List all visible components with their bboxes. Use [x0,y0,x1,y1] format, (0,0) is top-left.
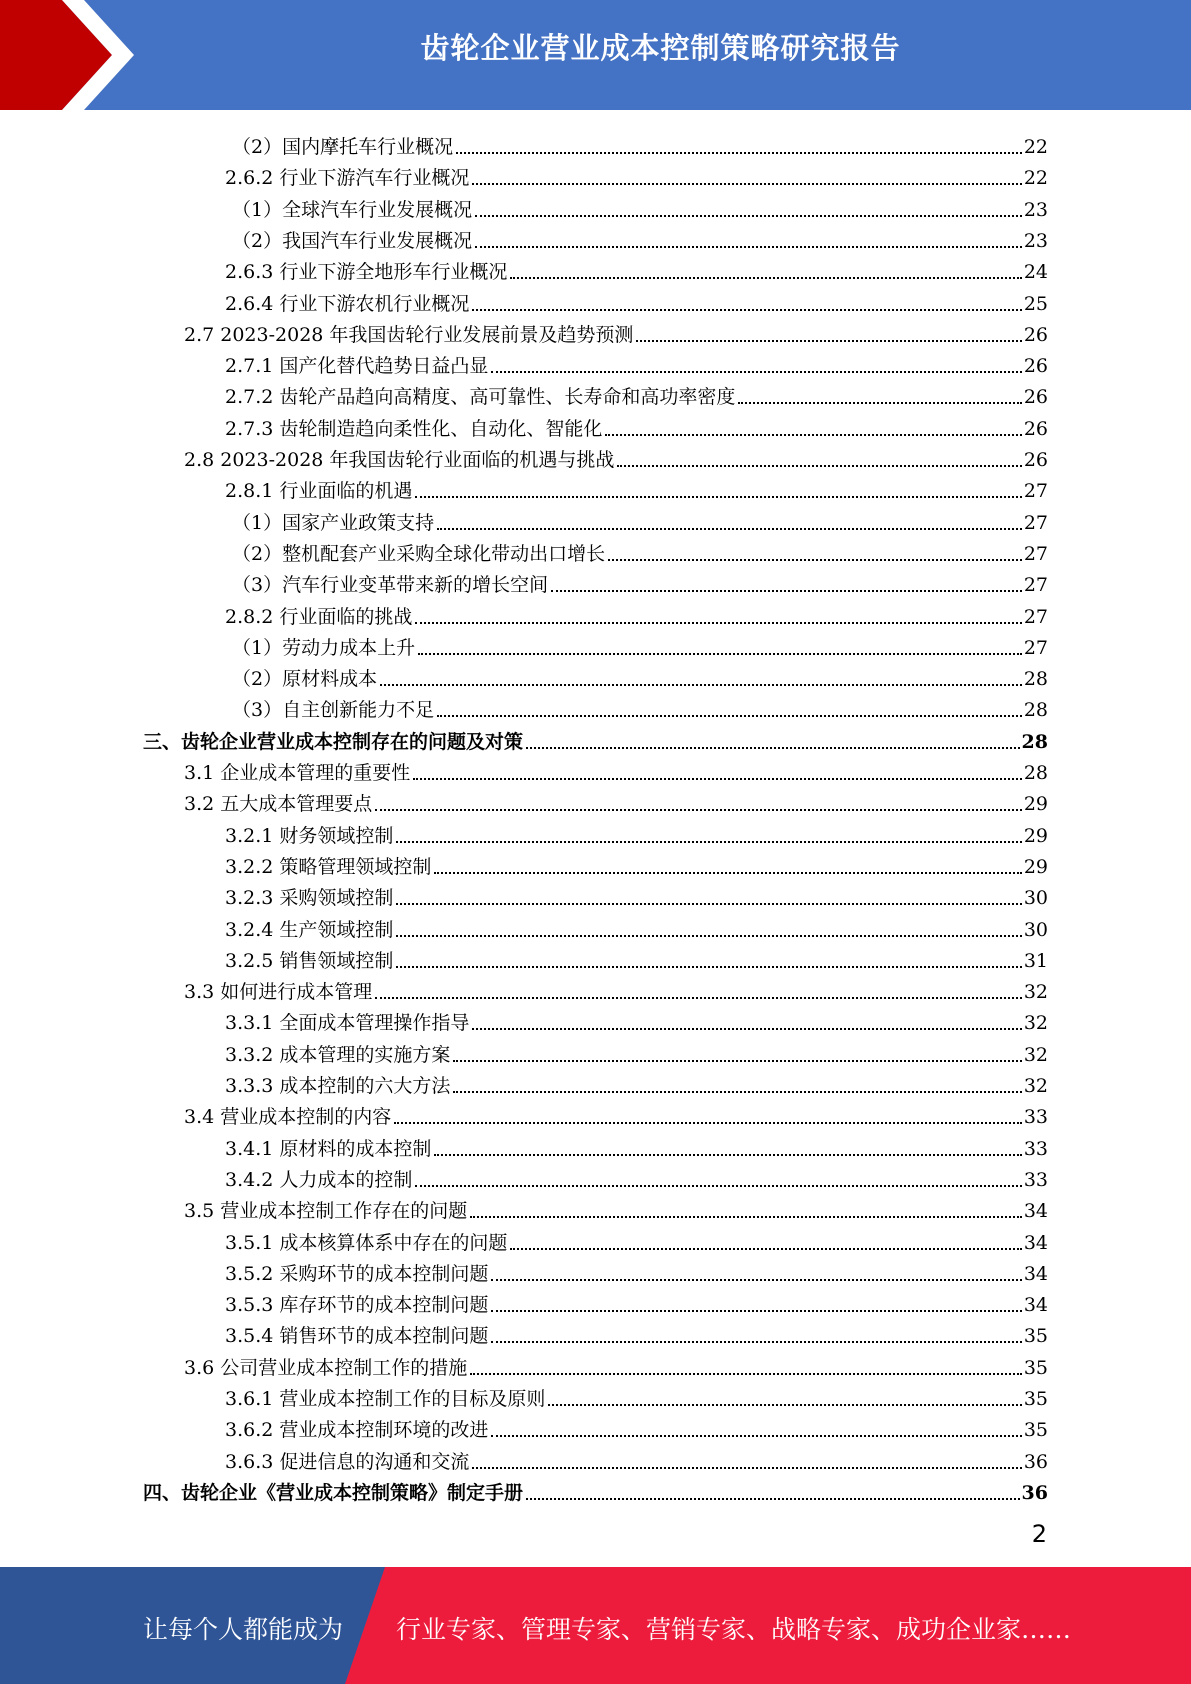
toc-entry[interactable] [225,1004,1048,1035]
toc-entry-title: 3.6 公司营业成本控制工作的措施 [184,1356,468,1379]
toc-dot-leader [738,402,1021,404]
toc-entry-title: 2.6.3 行业下游全地形车行业概况 [225,261,508,284]
toc-entry-page: 33 [1023,1168,1048,1191]
toc-dot-leader [472,1028,1021,1030]
toc-dot-leader [470,1216,1022,1218]
toc-dot-leader [396,903,1021,905]
toc-dot-leader [453,1060,1021,1062]
toc-dot-leader [472,309,1021,311]
toc-entry-title: （1）劳动力成本上升 [232,636,416,659]
toc-dot-leader [437,528,1022,530]
toc-entry[interactable] [232,629,1048,660]
toc-dot-leader [472,183,1021,185]
toc-entry-title: 2.6.4 行业下游农机行业概况 [225,292,470,315]
toc-entry-page: 32 [1023,1043,1048,1066]
toc-entry-title: 四、齿轮企业《营业成本控制策略》制定手册 [143,1481,524,1504]
toc-entry-page: 28 [1023,762,1048,784]
toc-dot-leader [453,1091,1021,1093]
toc-entry-title: 2.7 2023-2028 年我国齿轮行业发展前景及趋势预测 [184,323,634,346]
toc-entry-page: 32 [1023,981,1048,1004]
toc-dot-leader [380,684,1022,686]
toc-entry-page: 27 [1023,636,1048,659]
toc-entry-title: 3.2.2 策略管理领域控制 [225,855,432,878]
toc-entry[interactable] [225,472,1048,503]
toc-entry[interactable] [225,1036,1048,1067]
toc-dot-leader [475,215,1022,217]
toc-entry-page: 32 [1023,1012,1048,1035]
toc-entry-page: 22 [1023,136,1048,158]
toc-entry-page: 33 [1023,1106,1048,1129]
toc-entry-title: 2.8 2023-2028 年我国齿轮行业面临的机遇与挑战 [184,449,615,471]
toc-entry[interactable] [143,723,1048,754]
toc-entry-page: 22 [1023,167,1048,190]
toc-entry-title: 3.5.3 库存环节的成本控制问题 [225,1294,489,1317]
toc-entry-page: 35 [1023,1356,1048,1379]
toc-dot-leader [472,1467,1021,1469]
toc-entry-title: 3.3.3 成本控制的六大方法 [225,1075,451,1097]
toc-entry[interactable] [225,378,1048,409]
toc-entry-page: 27 [1023,480,1048,503]
toc-entry[interactable] [232,222,1048,253]
page-footer [0,1567,1191,1684]
toc-entry-page: 29 [1023,855,1048,878]
toc-entry-title: 3.1 企业成本管理的重要性 [184,762,411,784]
toc-entry-page: 35 [1023,1325,1048,1348]
toc-entry-title: 三、齿轮企业营业成本控制存在的问题及对策 [143,730,524,753]
toc-dot-leader [636,340,1021,342]
toc-entry[interactable] [225,1443,1048,1474]
toc-dot-leader [491,1310,1021,1312]
toc-entry-title: 3.5.2 采购环节的成本控制问题 [225,1262,489,1285]
toc-entry[interactable] [225,159,1048,190]
footer-slogan-right: 行业专家、管理专家、营销专家、战略专家、成功企业家…… [396,1615,1072,1644]
toc-entry-page: 36 [1023,1450,1048,1473]
toc-entry[interactable] [184,441,1048,472]
toc-dot-leader [456,152,1022,154]
toc-entry-title: 2.8.1 行业面临的机遇 [225,480,413,503]
toc-entry-title: （2）整机配套产业采购全球化带动出口增长 [232,542,606,565]
toc-entry-title: 3.4.1 原材料的成本控制 [225,1137,432,1160]
toc-entry[interactable] [225,942,1048,973]
toc-entry-title: 2.7.1 国产化替代趋势日益凸显 [225,355,489,378]
toc-entry-title: 3.3.1 全面成本管理操作指导 [225,1012,470,1035]
toc-dot-leader [394,1122,1022,1124]
toc-dot-leader [396,935,1021,937]
toc-entry-page: 26 [1023,386,1048,409]
toc-entry-title: 3.3.2 成本管理的实施方案 [225,1043,451,1066]
toc-entry-page: 26 [1023,355,1048,378]
toc-entry-page: 25 [1023,292,1048,315]
toc-entry-title: （1）国家产业政策支持 [232,511,435,534]
toc-dot-leader [526,747,1020,749]
toc-entry-page: 34 [1023,1231,1048,1254]
toc-entry[interactable] [143,1474,1048,1505]
toc-entry[interactable] [184,754,1048,785]
toc-dot-leader [608,559,1022,561]
toc-dot-leader [413,778,1022,780]
toc-dot-leader [415,1185,1021,1187]
toc-entry-page: 32 [1023,1075,1048,1097]
toc-entry-page: 34 [1023,1294,1048,1317]
toc-dot-leader [418,653,1022,655]
toc-dot-leader [434,1154,1021,1156]
toc-entry-page: 26 [1023,417,1048,440]
toc-entry-title: 3.5 营业成本控制工作存在的问题 [184,1200,468,1223]
toc-entry[interactable] [184,316,1048,347]
toc-entry-page: 26 [1023,323,1048,346]
toc-dot-leader [437,715,1022,717]
toc-entry-title: 3.4 营业成本控制的内容 [184,1106,392,1129]
toc-entry[interactable] [225,1130,1048,1161]
toc-dot-leader [375,809,1022,811]
toc-entry-title: （3）自主创新能力不足 [232,699,435,722]
toc-dot-leader [491,1435,1021,1437]
toc-entry-page: 29 [1023,824,1048,847]
toc-dot-leader [617,465,1021,467]
toc-entry-title: （3）汽车行业变革带来新的增长空间 [232,574,549,597]
toc-dot-leader [491,371,1021,373]
toc-entry[interactable] [232,504,1048,535]
toc-entry-title: 2.6.2 行业下游汽车行业概况 [225,167,470,190]
toc-entry[interactable] [225,848,1048,879]
toc-entry-page: 23 [1023,229,1048,252]
toc-entry[interactable] [184,973,1048,1004]
report-title: 齿轮企业营业成本控制策略研究报告 [420,31,901,65]
toc-dot-leader [548,1404,1021,1406]
toc-entry-page: 27 [1023,605,1048,628]
toc-entry-page: 35 [1023,1419,1048,1442]
toc-entry[interactable] [225,1380,1048,1411]
toc-entry[interactable] [225,911,1048,942]
toc-entry-page: 28 [1023,668,1048,691]
toc-entry-page: 33 [1023,1137,1048,1160]
toc-dot-leader [434,872,1021,874]
page-header [0,0,1191,110]
toc-entry[interactable] [225,1224,1048,1255]
toc-entry[interactable] [232,660,1048,691]
toc-entry[interactable] [225,1161,1048,1192]
toc-entry[interactable] [184,1098,1048,1129]
toc-entry[interactable] [225,253,1048,284]
toc-entry[interactable] [225,410,1048,441]
page-number: 2 [1031,1520,1047,1548]
toc-entry[interactable] [232,566,1048,597]
toc-entry-page: 27 [1023,511,1048,534]
toc-entry[interactable] [184,1192,1048,1223]
toc-entry[interactable] [225,285,1048,316]
toc-dot-leader [491,1279,1021,1281]
toc-entry-title: 3.6.2 营业成本控制环境的改进 [225,1419,489,1442]
toc-entry-title: （2）原材料成本 [232,668,378,691]
toc-entry[interactable] [225,1286,1048,1317]
toc-entry-page: 29 [1023,793,1048,816]
toc-dot-leader [510,1248,1021,1250]
toc-entry-title: 3.6.3 促进信息的沟通和交流 [225,1450,470,1473]
toc-entry-title: 3.5.4 销售环节的成本控制问题 [225,1325,489,1348]
toc-entry[interactable] [225,1255,1048,1286]
footer-slogan-left: 让每个人都能成为 [143,1615,344,1644]
toc-entry-title: 3.4.2 人力成本的控制 [225,1168,413,1191]
toc-entry-title: （1）全球汽车行业发展概况 [232,198,473,221]
toc-dot-leader [551,590,1022,592]
toc-entry[interactable] [225,1317,1048,1348]
toc-entry[interactable] [225,879,1048,910]
toc-dot-leader [470,1373,1022,1375]
toc-entry-title: 2.7.3 齿轮制造趋向柔性化、自动化、智能化 [225,417,603,440]
toc-dot-leader [605,434,1021,436]
toc-entry-page: 36 [1021,1481,1048,1504]
toc-dot-leader [510,277,1021,279]
toc-entry-page: 28 [1021,730,1048,753]
toc-entry-page: 27 [1023,542,1048,565]
toc-entry-page: 30 [1023,887,1048,910]
toc-dot-leader [415,622,1021,624]
toc-entry-title: 3.2.4 生产领域控制 [225,918,394,941]
toc-entry[interactable] [232,691,1048,722]
toc-entry-title: 2.8.2 行业面临的挑战 [225,605,413,628]
toc-entry-page: 34 [1023,1262,1048,1285]
toc-entry[interactable] [232,535,1048,566]
toc-dot-leader [375,997,1022,999]
toc-entry[interactable] [225,598,1048,629]
toc-dot-leader [396,966,1021,968]
toc-entry[interactable] [232,191,1048,222]
toc-entry-page: 26 [1023,449,1048,471]
toc-entry-title: 2.7.2 齿轮产品趋向高精度、高可靠性、长寿命和高功率密度 [225,386,736,409]
toc-entry-page: 34 [1023,1200,1048,1223]
toc-entry-title: 3.2.3 采购领域控制 [225,887,394,910]
toc-entry[interactable] [225,347,1048,378]
toc-dot-leader [396,841,1021,843]
toc-entry-title: （2）我国汽车行业发展概况 [232,229,473,252]
toc-entry-title: 3.2 五大成本管理要点 [184,793,373,816]
toc-entry[interactable] [225,1067,1048,1098]
toc-entry[interactable] [184,785,1048,816]
toc-entry-title: 3.2.5 销售领域控制 [225,949,394,972]
toc-entry[interactable] [232,128,1048,159]
toc-entry-title: 3.5.1 成本核算体系中存在的问题 [225,1231,508,1254]
toc-entry-page: 35 [1023,1388,1048,1410]
toc-entry[interactable] [225,1411,1048,1442]
toc-entry[interactable] [184,1349,1048,1380]
toc-entry-page: 24 [1023,261,1048,284]
toc-dot-leader [415,496,1021,498]
toc-dot-leader [491,1341,1021,1343]
toc-entry-page: 31 [1023,949,1048,972]
toc-dot-leader [526,1498,1020,1500]
toc-entry[interactable] [225,817,1048,848]
toc-entry-page: 28 [1023,699,1048,722]
toc-entry-title: 3.6.1 营业成本控制工作的目标及原则 [225,1388,546,1410]
toc-entry-title: （2）国内摩托车行业概况 [232,136,454,158]
toc-entry-title: 3.3 如何进行成本管理 [184,981,373,1004]
toc-entry-page: 23 [1023,198,1048,221]
toc-entry-page: 30 [1023,918,1048,941]
toc-entry-title: 3.2.1 财务领域控制 [225,824,394,847]
toc-entry-page: 27 [1023,574,1048,597]
toc-dot-leader [475,246,1022,248]
